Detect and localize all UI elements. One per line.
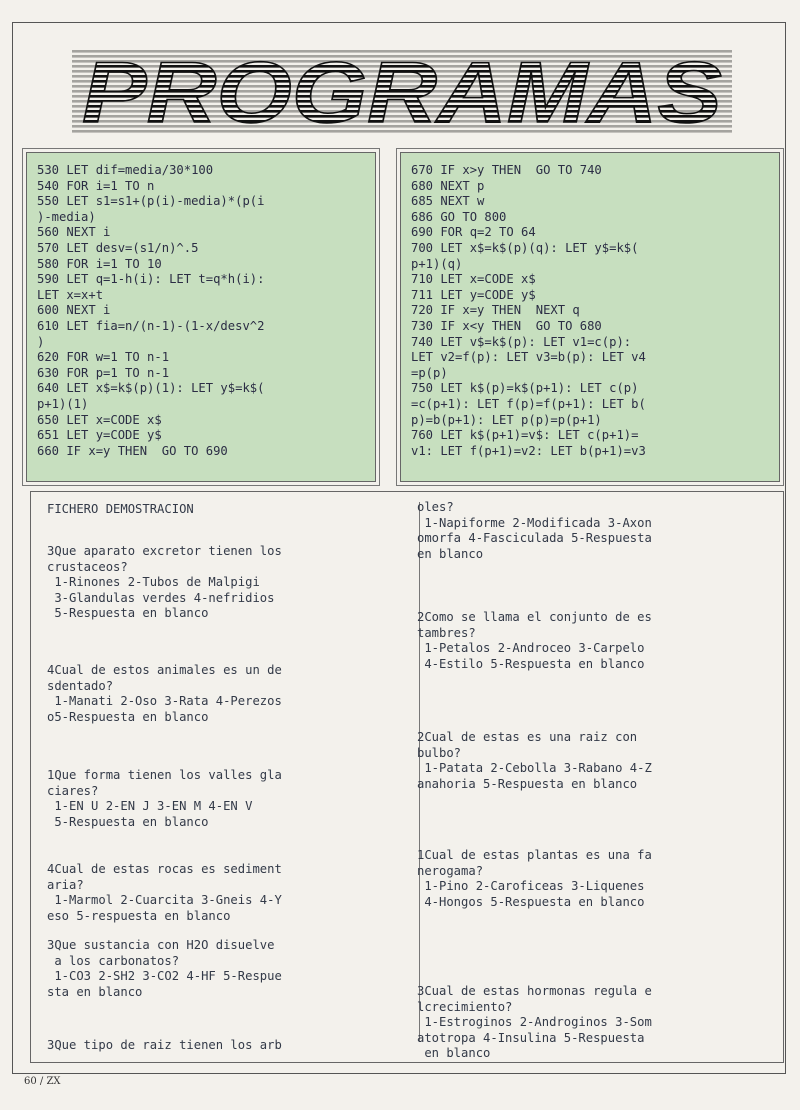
code-line: 580 FOR i=1 TO 10 — [37, 256, 162, 271]
quiz-heading: FICHERO DEMOSTRACION — [47, 502, 194, 516]
question-block: 2Como se llama el conjunto de es tambres? 1-Petalos 2-Androceo 3-Carpelo 4-Estilo 5-Respuesta en blanco — [417, 610, 652, 671]
quiz-panel — [30, 491, 784, 1063]
code-line: 710 LET x=CODE x$ — [411, 272, 536, 287]
code-listing-left — [26, 152, 376, 482]
code-line: 550 LET s1=s1+(p(i)-media)*(p(i — [37, 194, 265, 209]
code-line: ) — [37, 334, 45, 349]
question-block: 2Cual de estas es una raiz con bulbo? 1-Patata 2-Cebolla 3-Rabano 4-Z anahoria 5-Respuesta en blanco — [417, 730, 652, 791]
question-block: 1Que forma tienen los valles gla ciares? 1-EN U 2-EN J 3-EN M 4-EN V 5-Respuesta en blanco — [47, 768, 282, 829]
question-block: 3Que sustancia con H2O disuelve a los carbonatos? 1-CO3 2-SH2 3-CO2 4-HF 5-Respue sta en blanco — [47, 938, 282, 999]
code-line: =p(p) — [411, 365, 448, 380]
question-block: 3Que aparato excretor tienen los crustaceos? 1-Rinones 2-Tubos de Malpigi 3-Glandulas verdes 4-nefridios 5-Respuesta en blanco — [47, 544, 282, 620]
code-line: 570 LET desv=(s1/n)^.5 — [37, 240, 199, 255]
code-line: 650 LET x=CODE x$ — [37, 412, 162, 427]
code-line: )-media) — [37, 209, 96, 224]
code-line: v1: LET f(p+1)=v2: LET b(p+1)=v3 — [411, 443, 646, 458]
code-line: 610 LET fia=n/(n-1)-(1-x/desv^2 — [37, 318, 265, 333]
code-line: 651 LET y=CODE y$ — [37, 428, 162, 443]
code-line: p+1)(1) — [37, 396, 89, 411]
code-line: =c(p+1): LET f(p)=f(p+1): LET b( — [411, 396, 646, 411]
code-line: 590 LET q=1-h(i): LET t=q*h(i): — [37, 272, 265, 287]
code-line: 660 IF x=y THEN GO TO 690 — [37, 443, 228, 458]
code-line: 670 IF x>y THEN GO TO 740 — [411, 163, 602, 177]
code-line: LET v2=f(p): LET v3=b(p): LET v4 — [411, 350, 646, 365]
code-line: 720 IF x=y THEN NEXT q — [411, 303, 580, 318]
code-line: 690 FOR q=2 TO 64 — [411, 225, 536, 240]
question-block: 3Cual de estas hormonas regula e lcrecimiento? 1-Estroginos 2-Androginos 3-Som atotropa 4-Insulina 5-Respuesta en blanco — [417, 984, 652, 1060]
code-line: 711 LET y=CODE y$ — [411, 287, 536, 302]
code-line: 640 LET x$=k$(p)(1): LET y$=k$( — [37, 381, 265, 396]
question-block: 3Que tipo de raiz tienen los arb — [47, 1038, 282, 1052]
code-line: LET x=x+t — [37, 287, 104, 302]
code-line: 530 LET dif=media/30*100 — [37, 163, 214, 177]
code-line: 620 FOR w=1 TO n-1 — [37, 350, 170, 365]
code-line: 750 LET k$(p)=k$(p+1): LET c(p) — [411, 381, 639, 396]
code-line: 600 NEXT i — [37, 303, 111, 318]
section-header — [72, 50, 732, 134]
question-block: oles? 1-Napiforme 2-Modificada 3-Axon omorfa 4-Fasciculada 5-Respuesta en blanco — [417, 500, 652, 561]
code-line: 560 NEXT i — [37, 225, 111, 240]
code-listing-right — [400, 152, 780, 482]
page-number: 60 / ZX — [24, 1076, 61, 1087]
code-line: 760 LET k$(p+1)=v$: LET c(p+1)= — [411, 428, 639, 443]
programas-title: PROGRAMAS — [82, 50, 722, 134]
code-line: 685 NEXT w — [411, 194, 485, 209]
question-block: 1Cual de estas plantas es una fa nerogama? 1-Pino 2-Caroficeas 3-Liquenes 4-Hongos 5-Respuesta en blanco — [417, 848, 652, 909]
programas-logo — [72, 50, 732, 134]
code-line: 630 FOR p=1 TO n-1 — [37, 365, 170, 380]
code-line: p)=b(p+1): LET p(p)=p(p+1) — [411, 412, 602, 427]
code-line: p+1)(q) — [411, 256, 463, 271]
code-line: 686 GO TO 800 — [411, 209, 507, 224]
code-line: 730 IF x<y THEN GO TO 680 — [411, 318, 602, 333]
code-line: 740 LET v$=k$(p): LET v1=c(p): — [411, 334, 632, 349]
code-line: 680 NEXT p — [411, 178, 485, 193]
question-block: 4Cual de estas rocas es sediment aria? 1-Marmol 2-Cuarcita 3-Gneis 4-Y eso 5-respuesta en blanco — [47, 862, 282, 923]
question-block: 4Cual de estos animales es un de sdentado? 1-Manati 2-Oso 3-Rata 4-Perezos o5-Respuesta en blanco — [47, 663, 282, 724]
code-line: 700 LET x$=k$(p)(q): LET y$=k$( — [411, 240, 639, 255]
code-line: 540 FOR i=1 TO n — [37, 178, 155, 193]
